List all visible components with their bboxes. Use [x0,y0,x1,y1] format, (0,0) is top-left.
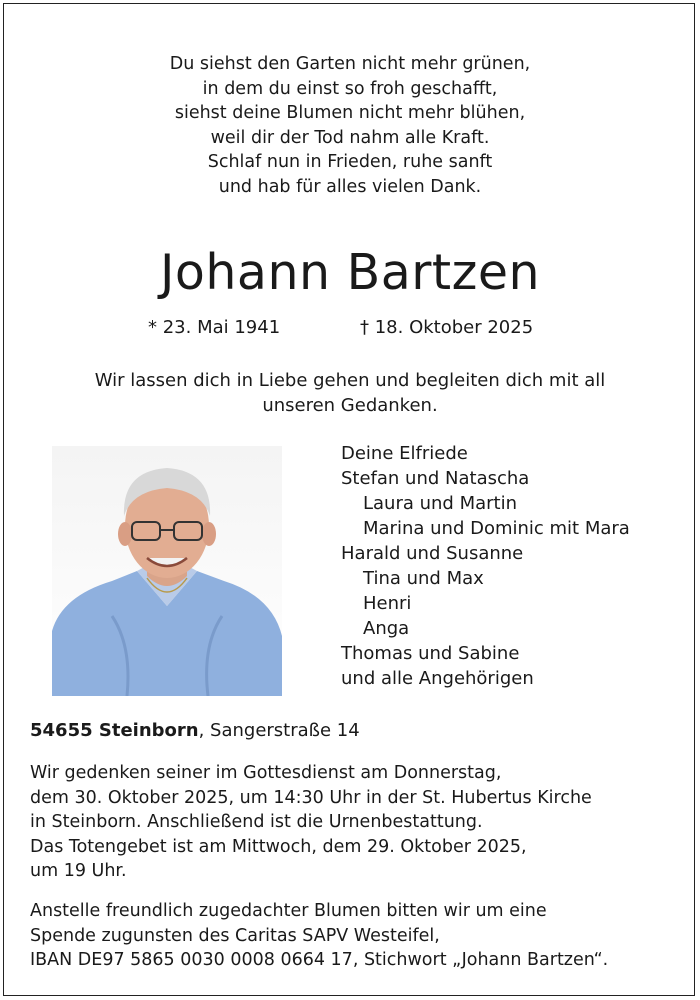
poem-line: Du siehst den Garten nicht mehr grünen, [169,54,531,74]
portrait-illustration [52,446,282,696]
motto-line: unseren Gedanken. [262,395,438,416]
service-line: in Steinborn. Anschließend ist die Urnenbestattung. [30,812,483,832]
motto-line: Wir lassen dich in Liebe gehen und begleiten dich mit all [94,370,606,391]
family-member: Harald und Susanne [341,543,524,564]
family-member: und alle Angehörigen [341,668,534,689]
death-date: † 18. Oktober 2025 [360,317,534,338]
family-member: Laura und Martin [363,493,518,514]
family-member: Thomas und Sabine [341,643,520,664]
family-member: Tina und Max [363,568,484,589]
mourning-address [30,718,360,744]
family-member: Marina und Dominic mit Mara [363,518,630,539]
service-line: dem 30. Oktober 2025, um 14:30 Uhr in der St. Hubertus Kirche [30,787,592,808]
poem-line: in dem du einst so froh geschafft, [202,78,498,99]
family-member: Deine Elfriede [341,443,468,464]
poem-line: siehst deine Blumen nicht mehr blühen, [174,103,526,123]
birth-date: * 23. Mai 1941 [148,317,281,338]
service-line: Wir gedenken seiner im Gottesdienst am Donnerstag, [30,763,502,783]
family-member: Stefan und Natascha [341,468,530,489]
memorial-poem [0,52,700,199]
farewell-motto [0,368,700,418]
service-line: Das Totengebet ist am Mittwoch, dem 29. Oktober 2025, [30,836,527,857]
family-list [341,441,630,691]
family-member: Anga [363,618,410,639]
service-line: um 19 Uhr. [30,861,127,881]
address-street: , Sangerstraße 14 [198,720,360,741]
poem-line: und hab für alles vielen Dank. [218,176,482,197]
family-member: Henri [363,593,412,614]
portrait-photo [52,446,282,696]
address-city: 54655 Steinborn [30,720,199,741]
service-notice [30,761,592,884]
poem-line: Schlaf nun in Frieden, ruhe sanft [207,152,493,172]
poem-line: weil dir der Tod nahm alle Kraft. [210,127,490,148]
donation-line: Anstelle freundlich zugedachter Blumen bitten wir um eine [30,901,547,921]
deceased-name: Johann Bartzen [159,244,541,301]
donation-notice [30,899,608,973]
donation-line: Spende zugunsten des Caritas SAPV Westeifel, [30,925,440,946]
donation-line: IBAN DE97 5865 0030 0008 0664 17, Stichwort „Johann Bartzen“. [30,950,609,970]
